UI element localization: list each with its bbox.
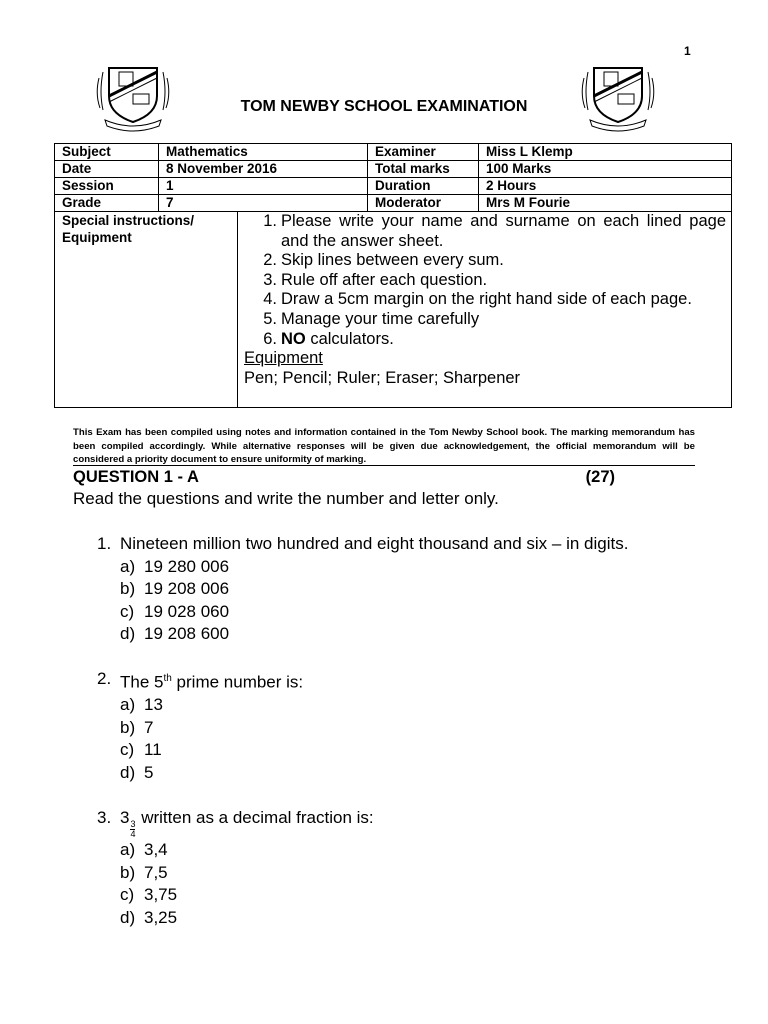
question-stem: The 5th prime number is: bbox=[120, 672, 304, 692]
instruction-item: 5. Manage your time carefully bbox=[263, 309, 480, 328]
table-cell: Date bbox=[55, 161, 159, 178]
instruction-item: 3. Rule off after each question. bbox=[263, 270, 488, 289]
answer-option: c) 3,75 bbox=[120, 885, 178, 905]
special-instructions-box bbox=[54, 212, 732, 408]
question-intro: Read the questions and write the number and letter only. bbox=[73, 489, 499, 508]
page-number: 1 bbox=[684, 44, 691, 58]
answer-option: d) 3,25 bbox=[120, 907, 178, 927]
table-row bbox=[55, 161, 732, 178]
special-instructions-label: Special instructions/ Equipment bbox=[62, 213, 195, 245]
answer-option: b) 7 bbox=[120, 717, 154, 737]
instructions-list bbox=[244, 212, 726, 388]
question-number: 1. bbox=[97, 534, 112, 553]
table-cell: Total marks bbox=[368, 161, 479, 178]
question-item bbox=[97, 668, 303, 785]
table-cell: Miss L Klemp bbox=[479, 144, 732, 161]
table-cell: Grade bbox=[55, 195, 159, 212]
instruction-item: 4. Draw a 5cm margin on the right hand side of each page. bbox=[263, 290, 692, 309]
answer-option: b) 19 208 006 bbox=[120, 579, 230, 599]
question-number: 2. bbox=[97, 669, 112, 688]
table-row bbox=[55, 195, 732, 212]
question-number: 3. bbox=[97, 808, 112, 827]
answer-option: d) 5 bbox=[120, 763, 154, 783]
equipment-heading: Equipment bbox=[244, 349, 323, 368]
answer-option: a) 3,4 bbox=[120, 840, 168, 859]
answer-option: a) 19 280 006 bbox=[120, 556, 230, 576]
answer-option: c) 19 028 060 bbox=[120, 601, 230, 621]
fraction: $\frac{3}{4}$ bbox=[130, 819, 136, 839]
answer-option: c) 11 bbox=[120, 740, 162, 760]
answer-option: b) 7,5 bbox=[120, 862, 168, 882]
table-cell: Mrs M Fourie bbox=[479, 195, 732, 212]
table-cell: Session bbox=[55, 178, 159, 195]
question-stem: 3 $\frac{3}{4}$ written as a decimal fraction is: bbox=[120, 808, 374, 839]
table-divider bbox=[237, 212, 238, 407]
table-cell: 2 Hours bbox=[479, 178, 732, 195]
table-cell: Examiner bbox=[368, 144, 479, 161]
question-heading bbox=[73, 465, 695, 487]
instruction-item: 1. Please write your name and surname on each lined page and the answer sheet. bbox=[263, 212, 726, 250]
question-stem: Nineteen million two hundred and eight thousand and six – in digits. bbox=[120, 534, 629, 553]
table-cell: Duration bbox=[368, 178, 479, 195]
marking-note: This Exam has been compiled using notes and information contained in the Tom Newby School book. The marking memorandum has been compiled accordingly. While alternative responses will be given due acknowledgement, the official memorandum will be considered a priority document to ensure uniformity of marking. bbox=[73, 427, 695, 465]
question-label: QUESTION 1 - A bbox=[73, 468, 199, 486]
table-row bbox=[55, 144, 732, 161]
table-cell: Moderator bbox=[368, 195, 479, 212]
equipment-list: Pen; Pencil; Ruler; Eraser; Sharpener bbox=[244, 368, 521, 387]
exam-title: TOM NEWBY SCHOOL EXAMINATION bbox=[240, 98, 528, 115]
question-marks: (27) bbox=[585, 468, 615, 486]
answer-option: a) 13 bbox=[120, 695, 163, 715]
question-item bbox=[97, 533, 628, 646]
exam-info-table bbox=[54, 143, 732, 212]
table-cell: 8 November 2016 bbox=[159, 161, 368, 178]
answer-option: d) 19 208 600 bbox=[120, 624, 230, 644]
table-cell: Mathematics bbox=[159, 144, 368, 161]
table-row bbox=[55, 178, 732, 195]
table-cell: 7 bbox=[159, 195, 368, 212]
instruction-item: 2. Skip lines between every sum. bbox=[263, 251, 504, 270]
table-cell: Subject bbox=[55, 144, 159, 161]
question-item bbox=[97, 807, 374, 929]
table-cell: 100 Marks bbox=[479, 161, 732, 178]
table-cell: 1 bbox=[159, 178, 368, 195]
instruction-item: 6. NO calculators. bbox=[263, 329, 394, 348]
